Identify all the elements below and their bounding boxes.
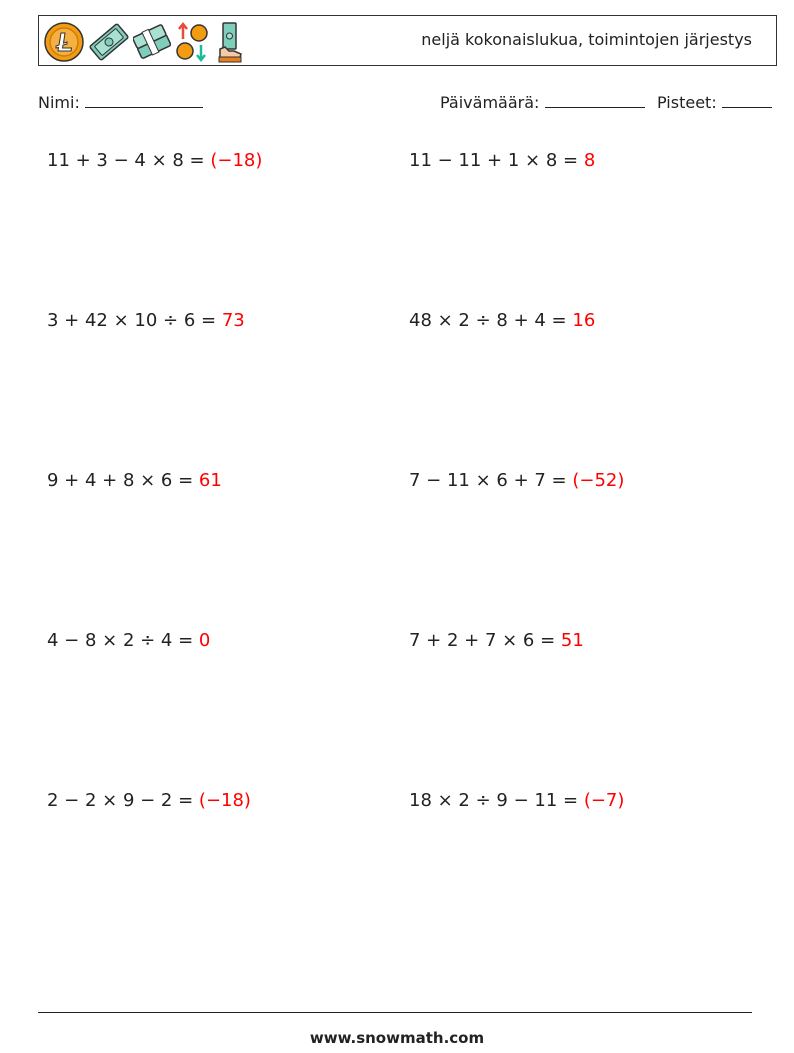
name-field (38, 93, 203, 112)
problem-expression: 7 + 2 + 7 × 6 = (409, 630, 561, 651)
money-stack-icon (133, 21, 171, 63)
problem-expression: 18 × 2 ÷ 9 − 11 = (409, 790, 584, 811)
problem-1 (47, 150, 262, 171)
name-label: Nimi: (38, 93, 80, 112)
problem-expression: 3 + 42 × 10 ÷ 6 = (47, 310, 222, 331)
problem-answer: 61 (198, 470, 222, 491)
problem-9 (47, 790, 251, 811)
date-line[interactable] (545, 93, 645, 108)
score-label: Pisteet: (657, 93, 717, 112)
problem-answer: 16 (572, 310, 596, 331)
currency-exchange-icon (173, 21, 211, 63)
worksheet-title: neljä kokonaislukua, toimintojen järjestys (421, 30, 752, 49)
problem-answer: 8 (583, 150, 596, 171)
problem-expression: 2 − 2 × 9 − 2 = (47, 790, 199, 811)
problem-expression: 48 × 2 ÷ 8 + 4 = (409, 310, 573, 331)
problem-expression: 9 + 4 + 8 × 6 = (47, 470, 199, 491)
problem-answer: (−18) (198, 790, 251, 811)
banknote-icon (87, 21, 131, 63)
problem-5 (47, 470, 222, 491)
problem-2 (409, 150, 595, 171)
problem-6 (409, 470, 624, 491)
problem-answer: 0 (198, 630, 211, 651)
problem-10 (409, 790, 624, 811)
problem-answer: (−7) (583, 790, 625, 811)
header-icons (43, 21, 247, 63)
problem-3 (47, 310, 245, 331)
problem-expression: 7 − 11 × 6 + 7 = (409, 470, 573, 491)
problem-8 (409, 630, 584, 651)
date-label: Päivämäärä: (440, 93, 540, 112)
footer-divider (38, 1012, 752, 1013)
problem-answer: 51 (560, 630, 584, 651)
score-field (657, 93, 772, 112)
name-line[interactable] (85, 93, 203, 108)
header-box (38, 15, 777, 66)
problem-expression: 11 − 11 + 1 × 8 = (409, 150, 584, 171)
litecoin-coin-icon (43, 21, 85, 63)
problem-answer: 73 (221, 310, 245, 331)
problem-answer: (−18) (210, 150, 263, 171)
score-line[interactable] (722, 93, 772, 108)
footer-url[interactable]: www.snowmath.com (309, 1029, 485, 1047)
problem-7 (47, 630, 210, 651)
problem-expression: 11 + 3 − 4 × 8 = (47, 150, 211, 171)
hand-with-money-icon (217, 21, 247, 63)
date-field (440, 93, 645, 112)
problem-answer: (−52) (572, 470, 625, 491)
problem-expression: 4 − 8 × 2 ÷ 4 = (47, 630, 199, 651)
problem-4 (409, 310, 595, 331)
